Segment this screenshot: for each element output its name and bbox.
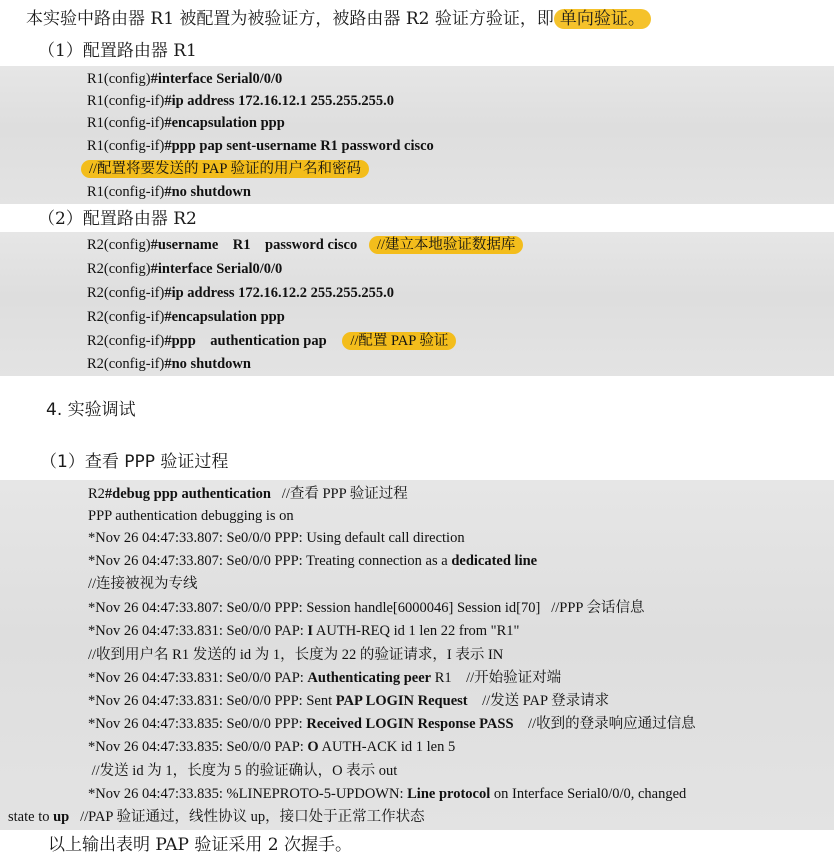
debug-line-5: //连接被视为专线 — [88, 576, 198, 592]
r1-line-5-comment: //配置将要发送的 PAP 验证的用户名和密码 — [81, 160, 369, 179]
r2-line-4: R2(config-if)#encapsulation ppp — [87, 309, 285, 325]
r2-line-5: R2(config-if)#ppp authentication pap //配置 PAP 验证 — [87, 332, 456, 351]
debug-line-3: *Nov 26 04:47:33.807: Se0/0/0 PPP: Using default call direction — [88, 530, 465, 546]
debug-line-6: *Nov 26 04:47:33.807: Se0/0/0 PPP: Session handle[6000046] Session id[70] //PPP 会话信息 — [88, 600, 645, 616]
r2-line-6: R2(config-if)#no shutdown — [87, 356, 251, 372]
intro-text: 本实验中路由器 R1 被配置为被验证方，被路由器 R2 验证方验证，即 — [26, 9, 554, 29]
conclusion: 以上输出表明 PAP 验证采用 2 次握手。 — [48, 835, 353, 855]
debug-line-1: R2#debug ppp authentication //查看 PPP 验证过程 — [88, 486, 408, 502]
debug-line-14: *Nov 26 04:47:33.835: %LINEPROTO-5-UPDOWN: Line protocol on Interface Serial0/0/0, changed — [88, 786, 687, 802]
r2-config-block — [0, 232, 834, 376]
debug-line-2: PPP authentication debugging is on — [88, 508, 294, 524]
r1-line-3: R1(config-if)#encapsulation ppp — [87, 115, 285, 131]
r1-line-4: R1(config-if)#ppp pap sent-username R1 password cisco — [87, 138, 434, 154]
intro-highlight: 单向验证。 — [554, 9, 651, 29]
step2-title: （2）配置路由器 R2 — [38, 209, 197, 229]
r1-line-1: R1(config)#interface Serial0/0/0 — [87, 71, 283, 87]
r2-line-1: R2(config)#username R1 password cisco //建立本地验证数据库 — [87, 236, 523, 255]
debug-line-4: *Nov 26 04:47:33.807: Se0/0/0 PPP: Treating connection as a dedicated line — [88, 553, 538, 569]
debug-line-15: state to up //PAP 验证通过，线性协议 up，接口处于正常工作状态 — [8, 809, 425, 825]
r1-line-6: R1(config-if)#no shutdown — [87, 184, 251, 200]
debug-line-7: *Nov 26 04:47:33.831: Se0/0/0 PAP: I AUTH-REQ id 1 len 22 from "R1" — [88, 623, 520, 639]
debug-line-12: *Nov 26 04:47:33.835: Se0/0/0 PAP: O AUTH-ACK id 1 len 5 — [88, 739, 456, 755]
debug-output-block — [0, 480, 834, 830]
intro-paragraph — [26, 8, 651, 30]
r1-config-block — [0, 66, 834, 204]
r1-line-2: R1(config-if)#ip address 172.16.12.1 255.255.255.0 — [87, 93, 395, 109]
r2-line-2: R2(config)#interface Serial0/0/0 — [87, 261, 283, 277]
sub1-title: （1）查看 PPP 验证过程 — [40, 452, 229, 472]
section-4-title: 4. 实验调试 — [46, 400, 136, 420]
r2-line-3: R2(config-if)#ip address 172.16.12.2 255.255.255.0 — [87, 285, 395, 301]
debug-line-11: *Nov 26 04:47:33.835: Se0/0/0 PPP: Received LOGIN Response PASS //收到的登录响应通过信息 — [88, 716, 696, 732]
debug-line-13: //发送 id 为 1，长度为 5 的验证确认，O 表示 out — [88, 763, 398, 779]
debug-line-10: *Nov 26 04:47:33.831: Se0/0/0 PPP: Sent PAP LOGIN Request //发送 PAP 登录请求 — [88, 693, 610, 709]
debug-line-8: //收到用户名 R1 发送的 id 为 1，长度为 22 的验证请求，I 表示 IN — [88, 647, 504, 663]
debug-line-9: *Nov 26 04:47:33.831: Se0/0/0 PAP: Authenticating peer R1 //开始验证对端 — [88, 670, 562, 686]
step1-title: （1）配置路由器 R1 — [38, 41, 197, 61]
